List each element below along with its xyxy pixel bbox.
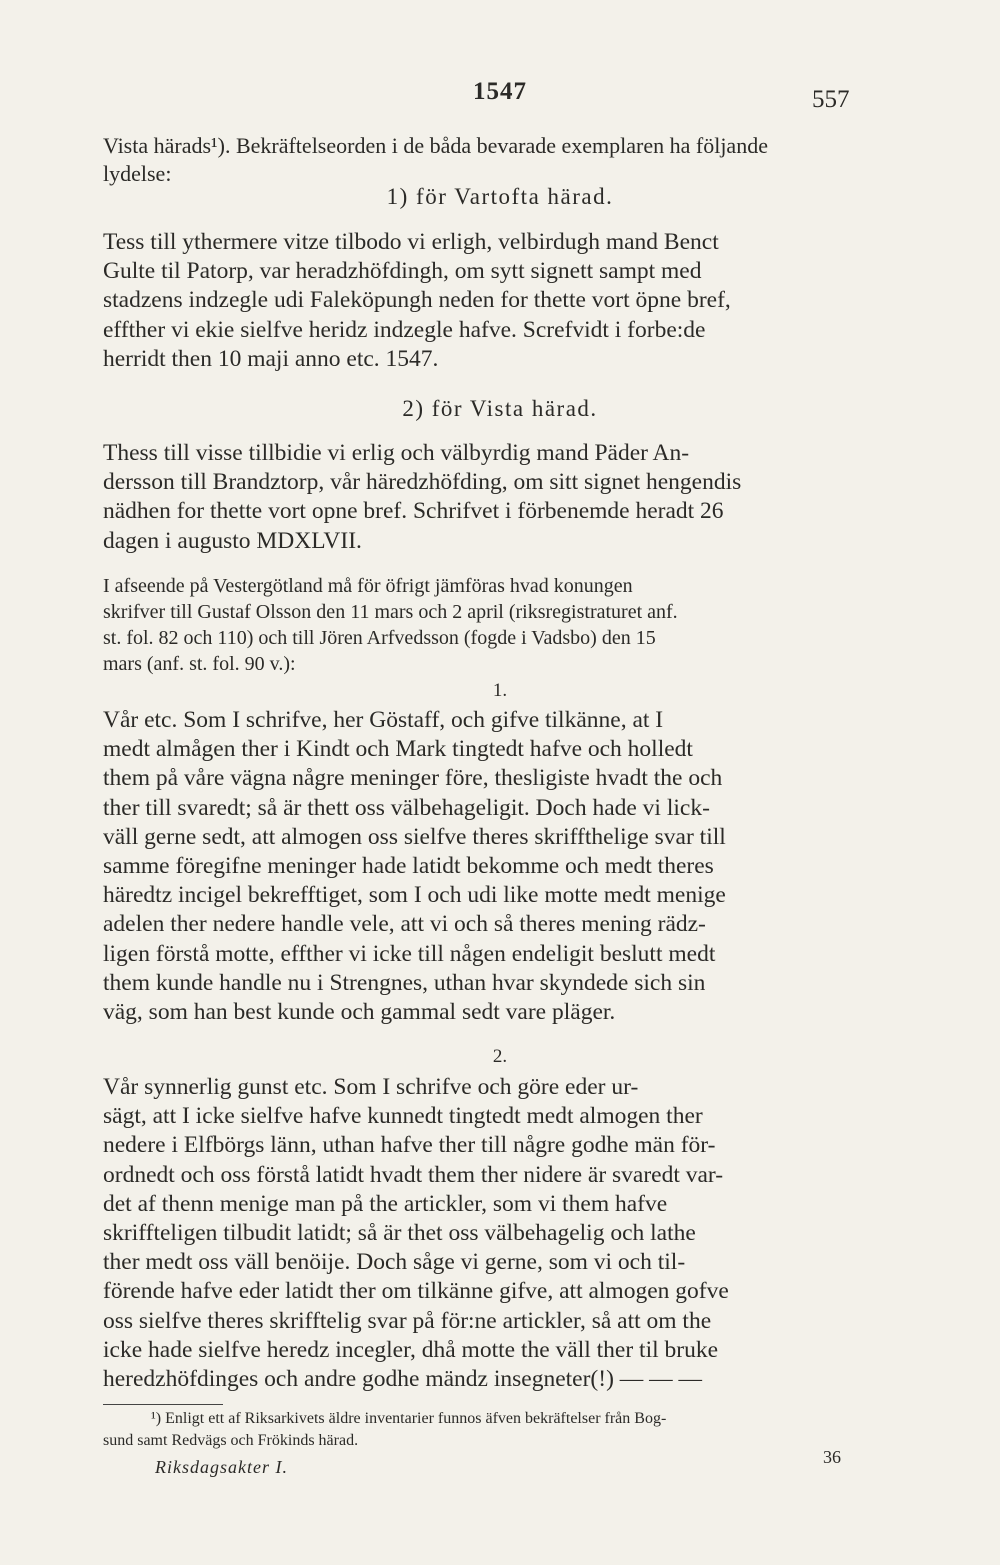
text-line: ther till svaredt; så är thett oss välbehageligit. Doch hade vi lick- — [103, 794, 710, 821]
text-line: Gulte til Patorp, var heradzhöfdingh, om sytt signett sampt med — [103, 258, 702, 285]
letter1-paragraph — [103, 706, 878, 1027]
text-line: Vista härads¹). Bekräftelseorden i de båda bevarade exemplaren ha följande — [103, 133, 768, 158]
text-line: nedere i Elfbörgs länn, uthan hafve ther till någre godhe män för- — [103, 1132, 716, 1159]
text-line: ligen förstå motte, effther vi icke till någen endeligit beslutt medt — [103, 940, 716, 967]
text-line: stadzens indzegle udi Faleköpungh neden for thette vort öpne bref, — [103, 287, 731, 314]
footnote-rule — [103, 1404, 223, 1405]
section2-paragraph — [103, 439, 878, 556]
text-line: det af thenn menige man på the artickler, som vi them hafve — [103, 1190, 668, 1217]
intro-paragraph — [103, 132, 878, 188]
text-line: skriffteligen tilbudit latidt; så är thet oss välbehagelig och lathe — [103, 1220, 696, 1247]
text-line: Vår etc. Som I schrifve, her Göstaff, och gifve tilkänne, at I — [103, 707, 664, 733]
section2-heading: 2) för Vista härad. — [402, 396, 598, 421]
text-line: oss sielfve theres skrifftelig svar på för:ne artickler, så att om the — [103, 1307, 712, 1334]
text-line: medt almågen ther i Kindt och Mark tingtedt hafve och holledt — [103, 736, 693, 763]
text-line: Tess till ythermere vitze tilbodo vi erligh, velbirdugh mand Benct — [103, 229, 719, 255]
text-line: ¹) Enligt ett af Riksarkivets äldre inventarier funnos äfven bekräftelser från Bog- — [151, 1410, 667, 1427]
text-line: Thess till visse tillbidie vi erlig och välbyrdig mand Päder An- — [103, 440, 690, 466]
text-line: dersson till Brandztorp, vår häredzhöfding, om sitt signet hengendis — [103, 469, 742, 496]
text-line: nädhen for thette vort opne bref. Schrifvet i förbenemde heradt 26 — [103, 498, 724, 525]
section1-paragraph — [103, 228, 878, 374]
text-line: häredtz incigel bekrefftiget, som I och udi like motte medt menige — [103, 882, 726, 909]
text-line: st. fol. 82 och 110) och till Jören Arfvedsson (fogde i Vadsbo) den 15 — [103, 627, 656, 649]
letter2-paragraph — [103, 1073, 878, 1394]
text-line: mars (anf. st. fol. 90 v.): — [103, 653, 296, 675]
text-line: I afseende på Vestergötland må för öfrigt jämföras hvad konungen — [103, 575, 633, 597]
letter1-number: 1. — [492, 680, 508, 701]
text-line: ordnedt och oss förstå latidt hvadt them ther nidere är svaredt var- — [103, 1161, 724, 1188]
text-line: lydelse: — [103, 161, 172, 186]
text-line: them kunde handle nu i Strengnes, uthan hvar skyndede sich sin — [103, 969, 706, 996]
signature-mark: Riksdagsakter I. — [155, 1457, 288, 1477]
page-year: 1547 — [473, 78, 527, 105]
text-line: ther medt oss väll benöije. Doch såge vi gerne, som vi och til- — [103, 1249, 686, 1276]
section1-heading: 1) för Vartofta härad. — [386, 184, 614, 209]
text-line: skrifver till Gustaf Olsson den 11 mars och 2 april (riksregistraturet anf. — [103, 601, 678, 623]
text-line: väg, som han best kunde och gammal sedt vare pläger. — [103, 999, 616, 1026]
text-line: adelen ther nedere handle vele, att vi och så theres mening rädz- — [103, 911, 706, 938]
text-line: förende hafve eder latidt ther om tilkänne gifve, att almogen gofve — [103, 1278, 729, 1305]
text-line: dagen i augusto MDXLVII. — [103, 527, 362, 554]
sheet-number: 36 — [823, 1447, 841, 1467]
text-line: icke hade sielfve heredz incegler, dhå motte the väll ther til bruke — [103, 1336, 719, 1363]
text-line: effther vi ekie sielfve heridz indzegle hafve. Screfvidt i forbe:de — [103, 316, 706, 343]
text-line: Vår synnerlig gunst etc. Som I schrifve och göre eder ur- — [103, 1074, 639, 1100]
letter2-number: 2. — [492, 1046, 508, 1067]
text-line: them på våre vägna någre meninger före, thesligiste hvadt the och — [103, 765, 723, 792]
text-line: sägt, att I icke sielfve hafve kunnedt tingtedt medt almogen ther — [103, 1103, 703, 1130]
text-line: heredzhöfdinges och andre godhe mändz insegneter(!) — — — — [103, 1366, 703, 1393]
text-line: väll gerne sedt, att almogen oss sielfve theres skriffthelige svar till — [103, 823, 726, 850]
text-line: herridt then 10 maji anno etc. 1547. — [103, 345, 439, 372]
text-line: sund samt Redvägs och Frökinds härad. — [103, 1432, 359, 1449]
text-line: samme föregifne meninger hade latidt bekomme och medt theres — [103, 853, 714, 880]
page-number: 557 — [812, 86, 850, 113]
footnote — [103, 1408, 878, 1452]
note-paragraph — [103, 573, 878, 677]
